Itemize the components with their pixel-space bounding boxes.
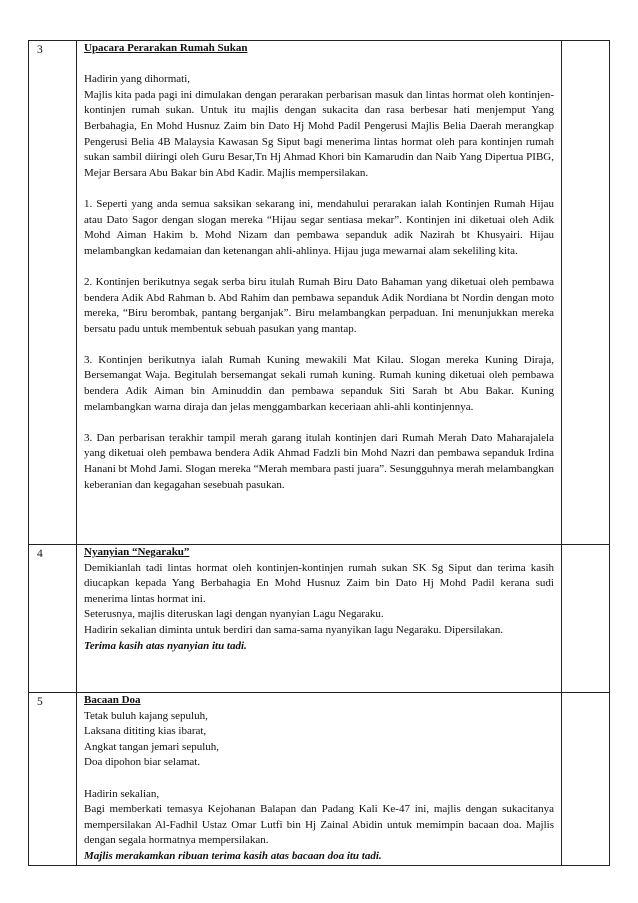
paragraph: Seterusnya, majlis diteruskan lagi dengan nyanyian Lagu Negaraku. [84,608,384,621]
closing-line: Majlis merakamkan ribuan terima kasih atas bacaan doa itu tadi. [84,849,382,862]
paragraph: Hadirin yang dihormati, Majlis kita pada pagi ini dimulakan dengan perarakan perbarisan masuk dan lintas hormat oleh kontinjen-kontinjen rumah sukan. Untuk itu majlis dengan sukacita dan rasa berbesar hati menjemput Yang Berbahagia, En Mohd Husnuz Zaim bin Dato Hj Mohd Padil Pengerusi Majlis Belia Daerah merangkap Pengerusi Belia 4B Malaysia Kawasan Sg Siput bagi menerima lintas hormat oleh para kontinjen rumah sukan sambil diiringi oleh Guru Besar,Tn Hj Ahmad Khori bin Kamarudin dan Naib Yang Dipertua PIBG, Mejar Bersara Abu Bakar bin Abd Kadir. Majlis mempersilakan. [84,73,554,179]
verse-line: Angkat tangan jemari sepuluh, [84,740,220,753]
paragraph: 3. Dan perbarisan terakhir tampil merah garang itulah kontinjen dari Rumah Merah Dato Maharajalela yang diketuai oleh pembawa bendera Adik Ahmad Fadzli bin Mohd Nazri dan pembawa sepanduk Irdina Hanani bt Mohd Jami. Slogan mereka “Merah membara pasti juara”. Sesungguhnya merah melambangkan keberanian dan kegagahan sesebuah pasukan. [84,431,554,491]
verse-line: Laksana dititing kias ibarat, [84,725,207,738]
programme-table [28,40,610,866]
paragraph: 1. Seperti yang anda semua saksikan sekarang ini, mendahului perarakan ialah Kontinjen Rumah Hijau atau Dato Sagor dengan slogan mereka “Hijau segar sentiasa mekar”. Kontinjen ini diketuai oleh Adik Mohd Aiman Hakim b. Mohd Nizam dan pembawa sepanduk adik Nazirah bt Khusyairi. Hijau melambangkan kedamaian dan ketenangan ahli-ahlinya. Hijau juga mewarnai alam sekeliling kita. [84,197,554,257]
verse-line: Doa dipohon biar selamat. [84,756,201,769]
table-row [29,693,610,866]
item-content [77,545,562,693]
paragraph: Hadirin sekalian, [84,787,160,800]
item-number: 5 [29,693,77,866]
item-number: 3 [29,41,77,545]
verse-line: Tetak buluh kajang sepuluh, [84,709,208,722]
table-row [29,545,610,693]
item-content [77,41,562,545]
item-content [77,693,562,866]
item-title: Nyanyian “Negaraku” [84,546,190,558]
paragraph: Bagi memberkati temasya Kejohanan Balapan dan Padang Kali Ke-47 ini, majlis dengan sukacitanya mempersilakan Al-Fadhil Ustaz Omar Lutfi bin Hj Zainal Abidin untuk memimpin bacaan doa. Majlis dengan segala hormatnya mempersilakan. [84,803,554,847]
remarks-cell [562,41,610,545]
item-title: Bacaan Doa [84,694,141,706]
closing-line: Terima kasih atas nyanyian itu tadi. [84,639,247,652]
table-row [29,41,610,545]
remarks-cell [562,545,610,693]
paragraph: 2. Kontinjen berikutnya segak serba biru itulah Rumah Biru Dato Bahaman yang diketuai oleh pembawa bendera Adik Abd Rahman b. Abd Rahim dan pembawa sepanduk Adik Nordiana bt Nordin dengan moto mereka, “Biru berombak, pantang berganjak”. Biru melambangkan perpaduan. Ini menunjukkan mereka bersatu padu untuk membentuk sebuah pasukan yang mantap. [84,275,554,335]
item-title: Upacara Perarakan Rumah Sukan [84,42,248,54]
paragraph: Demikianlah tadi lintas hormat oleh kontinjen-kontinjen rumah sukan SK Sg Siput dan terima kasih diucapkan kepada Yang Berbahagia En Mohd Husnuz Zaim bin Dato Hj Mohd Padil kerana sudi menerima lintas hormat ini. [84,561,554,605]
remarks-cell [562,693,610,866]
paragraph: 3. Kontinjen berikutnya ialah Rumah Kuning mewakili Mat Kilau. Slogan mereka Kuning Diraja, Bersemangat Waja. Begitulah bersemangat sekali rumah kuning. Rumah kuning diketuai oleh pembawa bendera Adik Aiman bin Aminuddin dan pembawa sepanduk Siti Sarah bt Abu Bakar. Kuning melambangkan warna diraja dan jelas menggambarkan keceriaan ahli-ahli kontinjennya. [84,353,554,413]
paragraph: Hadirin sekalian diminta untuk berdiri dan sama-sama nyanyikan lagu Negaraku. Dipersilakan. [84,623,504,636]
item-number: 4 [29,545,77,693]
